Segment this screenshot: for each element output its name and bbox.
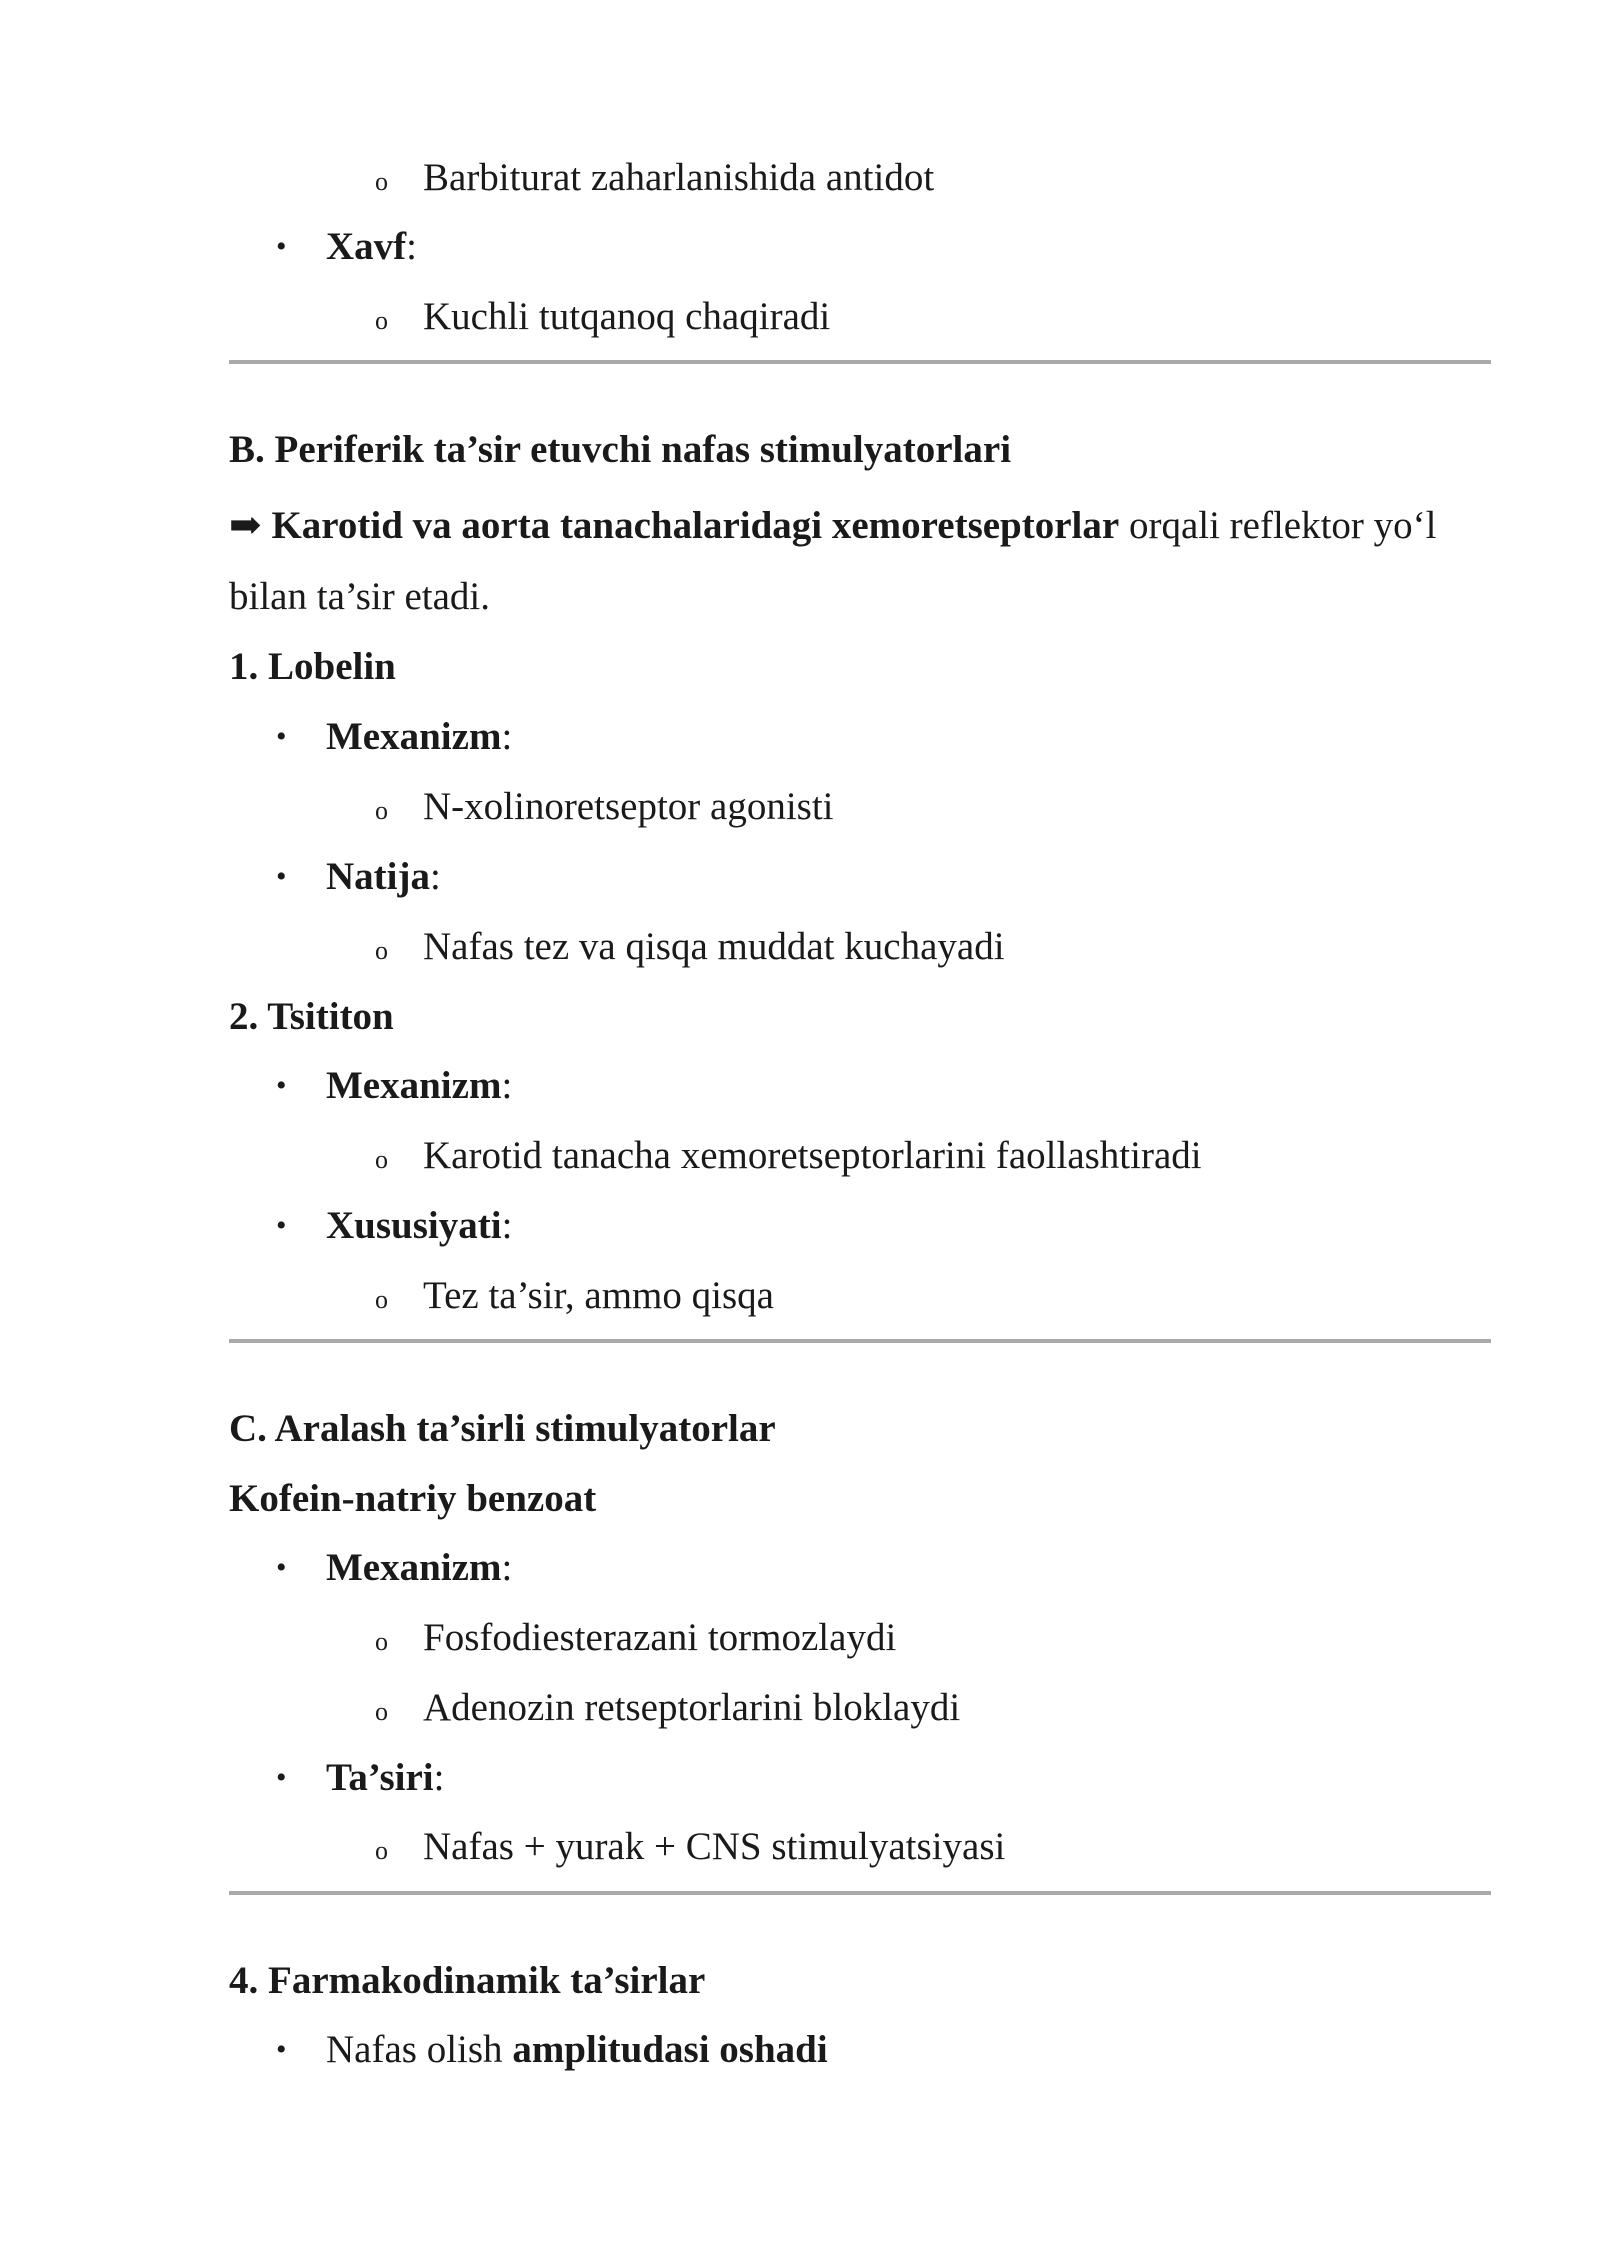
bullet-icon: • [276, 2033, 287, 2066]
arrow-icon: ➡ [229, 504, 262, 547]
item-bold-text: amplitudasi oshadi [512, 2028, 828, 2071]
list-item [375, 1272, 774, 1320]
section-heading: 4. Farmakodinamik ta’sirlar [229, 1959, 706, 2002]
paragraph-line [229, 502, 1437, 550]
list-item [375, 1684, 961, 1732]
circle-bullet-icon: o [375, 167, 388, 196]
list-item: • Xavf: [326, 223, 417, 271]
item-label: Mexanizm [326, 1064, 502, 1107]
paragraph-bold: Karotid va aorta tanachalaridagi xemoretseptorlar [271, 504, 1120, 547]
circle-bullet-icon: o [375, 1285, 388, 1314]
list-item: • Xususiyati: [326, 1202, 512, 1250]
paragraph-line: bilan ta’sir etadi. [229, 575, 491, 618]
section-heading: C. Aralash ta’sirli stimulyatorlar [229, 1407, 776, 1450]
horizontal-rule [229, 1891, 1491, 1895]
list-item [375, 783, 834, 831]
circle-bullet-icon: o [375, 1145, 388, 1174]
bullet-icon: • [276, 1069, 287, 1102]
item-text: Tez ta’sir, ammo qisqa [423, 1274, 774, 1317]
list-item [276, 2026, 828, 2074]
list-item: • Natija: [326, 853, 441, 901]
list-item: • Ta’siri: [326, 1754, 444, 1802]
list-item: • Mexanizm: [326, 1062, 512, 1110]
item-text: N-xolinoretseptor agonisti [423, 785, 834, 828]
subsection-heading: Kofein-natriy benzoat [229, 1477, 597, 1520]
section-heading: B. Periferik ta’sir etuvchi nafas stimulyatorlari [229, 428, 1012, 471]
item-text: Adenozin retseptorlarini bloklaydi [423, 1686, 961, 1729]
subsection-heading: 2. Tsititon [229, 995, 394, 1038]
list-item [375, 923, 1005, 971]
item-label: Xavf [326, 225, 407, 268]
item-label: Ta’siri [326, 1756, 434, 1799]
item-label: Mexanizm [326, 715, 502, 758]
item-text: Karotid tanacha xemoretseptorlarini faollashtiradi [423, 1134, 1202, 1177]
item-text: Nafas tez va qisqa muddat kuchayadi [423, 925, 1005, 968]
bullet-icon: • [276, 860, 287, 893]
bullet-icon: • [276, 1551, 287, 1584]
bullet-icon: • [276, 1761, 287, 1794]
paragraph-text: orqali reflektor yo‘l [1119, 504, 1437, 547]
horizontal-rule [229, 360, 1491, 364]
bullet-icon: • [276, 1209, 287, 1242]
item-label: Natija [326, 855, 430, 898]
bullet-icon: • [276, 230, 287, 263]
circle-bullet-icon: o [375, 306, 388, 335]
bullet-icon: • [276, 720, 287, 753]
subsection-heading: 1. Lobelin [229, 645, 396, 688]
horizontal-rule [229, 1339, 1491, 1343]
item-text: Fosfodiesterazani tormozlaydi [423, 1616, 897, 1659]
list-item [375, 1823, 1006, 1871]
circle-bullet-icon: o [375, 796, 388, 825]
item-label: Mexanizm [326, 1546, 502, 1589]
list-item [375, 1614, 897, 1662]
list-item [375, 1132, 1202, 1180]
item-text: Barbiturat zaharlanishida antidot [423, 156, 935, 199]
list-item [375, 154, 935, 202]
circle-bullet-icon: o [375, 1697, 388, 1726]
list-item: • Mexanizm: [326, 1544, 512, 1592]
item-text: Nafas olish [326, 2028, 513, 2071]
list-item: • Mexanizm: [326, 713, 512, 761]
circle-bullet-icon: o [375, 1627, 388, 1656]
circle-bullet-icon: o [375, 1836, 388, 1865]
circle-bullet-icon: o [375, 936, 388, 965]
item-text: Nafas + yurak + CNS stimulyatsiyasi [423, 1825, 1006, 1868]
item-text: Kuchli tutqanoq chaqiradi [423, 295, 831, 338]
list-item [375, 293, 831, 341]
item-label: Xususiyati [326, 1204, 502, 1247]
